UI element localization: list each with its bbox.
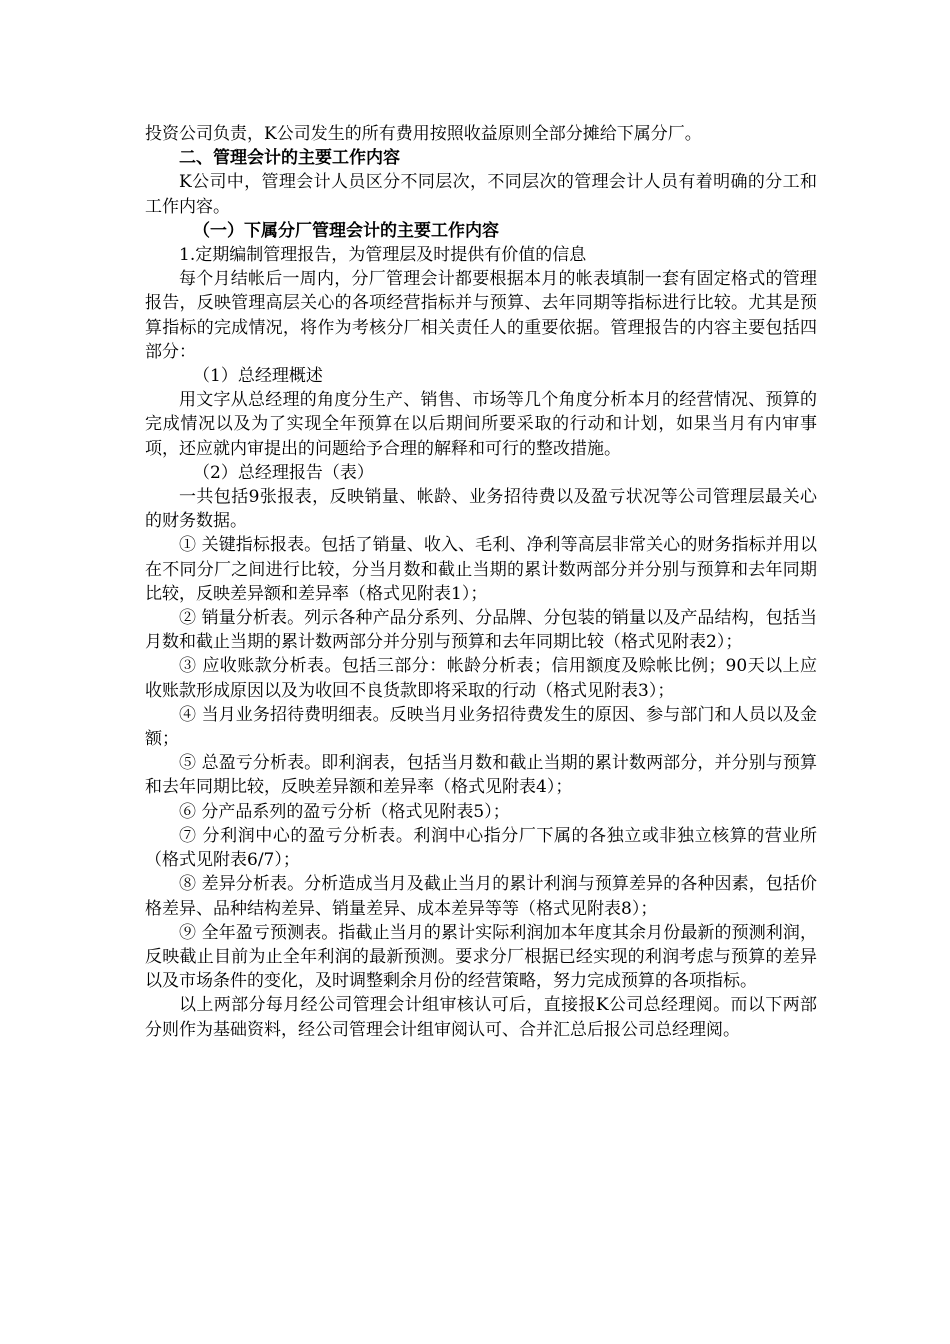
subsection-heading: （一）下属分厂管理会计的主要工作内容 bbox=[193, 220, 499, 241]
document-body bbox=[145, 122, 817, 1042]
list-item-8: ⑧ 差异分析表。分析造成当月及截止当月的累计利润与预算差异的各种因素，包括价格差异、品种结构差异、销量差异、成本差异等等（格式见附表8）； bbox=[145, 874, 817, 919]
paragraph-8: 用文字从总经理的角度分生产、销售、市场等几个角度分析本月的经营情况、预算的完成情况以及为了实现全年预算在以后期间所要采取的行动和计划，如果当月有内审事项，还应就内审提出的问题给予合理的解释和可行的整改措施。 bbox=[145, 390, 817, 459]
list-item-7: ⑦ 分利润中心的盈亏分析表。利润中心指分厂下属的各独立或非独立核算的营业所（格式见附表6/7）； bbox=[145, 825, 817, 871]
list-item-4: ④ 当月业务招待费明细表。反映当月业务招待费发生的原因、参与部门和人员以及金额； bbox=[145, 704, 817, 750]
list-item-2: ② 销量分析表。列示各种产品分系列、分品牌、分包装的销量以及产品结构，包括当月数和截止当期的累计数两部分并分别与预算和去年同期比较（格式见附表2）； bbox=[145, 608, 817, 653]
list-item-6: ⑥ 分产品系列的盈亏分析（格式见附表5）； bbox=[179, 801, 510, 822]
paragraph-6: 每个月结帐后一周内，分厂管理会计都要根据本月的帐表填制一套有固定格式的管理报告，反映管理高层关心的各项经营指标并与预算、去年同期等指标进行比较。尤其是预算指标的完成情况，将作为考核分厂相关责任人的重要依据。管理报告的内容主要包括四部分： bbox=[145, 269, 817, 362]
section-heading: 二、管理会计的主要工作内容 bbox=[179, 148, 400, 169]
paragraph-1: 投资公司负责，K公司发生的所有费用按照收益原则全部分摊给下属分厂。 bbox=[145, 124, 702, 144]
paragraph-20: 以上两部分每月经公司管理会计组审核认可后，直接报K公司总经理阅。而以下两部分则作为基础资料，经公司管理会计组审阅认可、合并汇总后报公司总经理阅。 bbox=[145, 995, 817, 1040]
item-heading-1: 1.定期编制管理报告，为管理层及时提供有价值的信息 bbox=[179, 245, 587, 266]
subheading-general-manager-report: （2）总经理报告（表） bbox=[193, 462, 374, 483]
list-item-3: ③ 应收账款分析表。包括三部分：帐龄分析表；信用额度及赊帐比例；90天以上应收账款形成原因以及为收回不良货款即将采取的行动（格式见附表3）； bbox=[145, 656, 817, 701]
subheading-general-manager-overview: （1）总经理概述 bbox=[193, 366, 323, 387]
paragraph-10: 一共包括9张报表，反映销量、帐龄、业务招待费以及盈亏状况等公司管理层最关心的财务数据。 bbox=[145, 487, 817, 532]
list-item-5: ⑤ 总盈亏分析表。即利润表，包括当月数和截止当期的累计数两部分，并分别与预算和去年同期比较，反映差异额和差异率（格式见附表4）； bbox=[145, 753, 817, 798]
list-item-9: ⑨ 全年盈亏预测表。指截止当月的累计实际利润加本年度其余月份最新的预测利润，反映截止目前为止全年利润的最新预测。要求分厂根据已经实现的利润考虑与预算的差异以及市场条件的变化，及时调整剩余月份的经营策略，努力完成预算的各项指标。 bbox=[145, 922, 817, 992]
list-item-1: ① 关键指标报表。包括了销量、收入、毛利、净利等高层非常关心的财务指标并用以在不同分厂之间进行比较，分当月数和截止当期的累计数两部分并分别与预算和去年同期比较，反映差异额和差异率（格式见附表1）； bbox=[145, 535, 817, 604]
paragraph-3: K公司中，管理会计人员区分不同层次，不同层次的管理会计人员有着明确的分工和工作内容。 bbox=[145, 172, 817, 217]
